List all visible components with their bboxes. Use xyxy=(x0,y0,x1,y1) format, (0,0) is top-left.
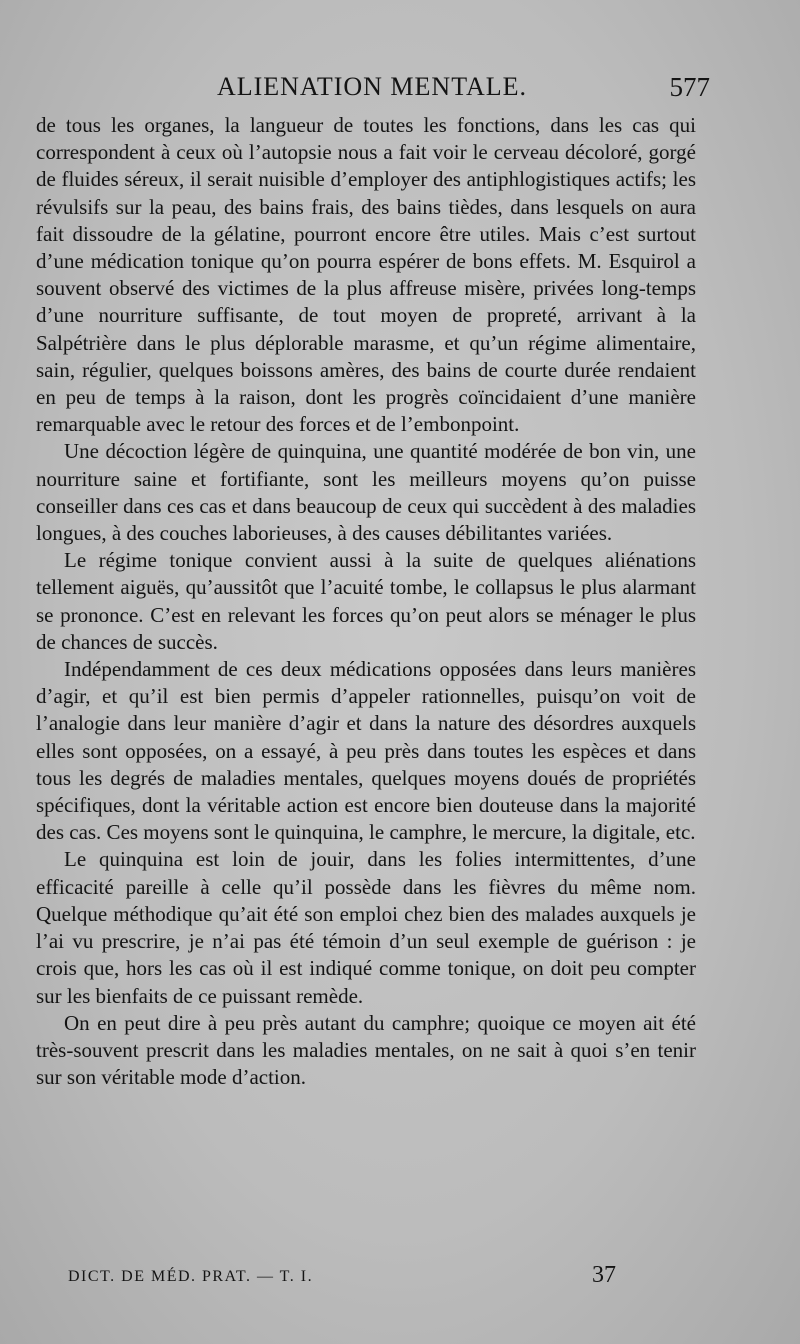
paragraph-3: Le régime tonique convient aussi à la suite de quelques aliénations tellement aiguës, qu’aussitôt que l’acuité tombe, le collapsus le plus alarmant se prononce. C’est en relevant les forces qu’on peut alors se ménager le plus de chances de succès. xyxy=(36,548,696,654)
running-header xyxy=(34,72,710,108)
signature-mark: 37 xyxy=(592,1262,616,1288)
body-text xyxy=(36,112,696,1091)
page-number: 577 xyxy=(669,72,710,102)
footer-signature: DICT. DE MÉD. PRAT. — T. I. xyxy=(68,1268,314,1285)
paragraph-4: Indépendamment de ces deux médications opposées dans leurs manières d’agir, et qu’il est bien permis d’appeler rationnelles, puisqu’on voit de l’analogie dans leur manière d’agir et dans la nature des désordres auxquels elles sont opposées, on a essayé, à peu près dans toutes les espèces et dans tous les degrés de maladies mentales, quelques moyens doués de propriétés spécifiques, dont la véritable action est encore bien douteuse dans la majorité des cas. Ces moyens sont le quinquina, le camphre, le mercure, la digitale, etc. xyxy=(36,657,696,845)
paragraph-2: Une décoction légère de quinquina, une quantité modérée de bon vin, une nourriture saine et fortifiante, sont les meilleurs moyens qu’on puisse conseiller dans ces cas et dans beaucoup de ceux qui succèdent à des maladies longues, à des couches laborieuses, à des causes débilitantes variées. xyxy=(36,439,696,546)
paragraph-1: de tous les organes, la langueur de toutes les fonctions, dans les cas qui correspondent à ceux où l’autopsie nous a fait voir le cerveau décoloré, gorgé de fluides séreux, il serait nuisible d’employer des antiphlogistiques actifs; les révulsifs sur la peau, des bains frais, des bains tièdes, dans lesquels on aura fait dissoudre de la gélatine, pourront encore être utiles. Mais c’est surtout d’une médication tonique qu’on pourra espérer de bons effets. M. Esquirol a souvent observé des victimes de la plus affreuse misère, privées long-temps d’une nourriture suffisante, de tout moyen de propreté, arrivant à la Salpétrière dans le plus déplorable marasme, et qu’un régime alimentaire, sain, régulier, quelques boissons amères, des bains de courte durée rendaient en peu de temps à la raison, dont les progrès coïncidaient d’une manière remarquable avec le retour des forces et de l’embonpoint. xyxy=(36,113,696,437)
page-footer xyxy=(68,1262,628,1292)
paragraph-5: Le quinquina est loin de jouir, dans les folies intermittentes, d’une efficacité pareille à celle qu’il possède dans les fièvres du même nom. Quelque méthodique qu’ait été son emploi chez bien des malades auxquels je l’ai vu prescrire, je n’ai pas été témoin d’un seul exemple de guérison : je crois que, hors les cas où il est indiqué comme tonique, on doit peu compter sur les bienfaits de ce puissant remède. xyxy=(36,847,696,1008)
paragraph-6: On en peut dire à peu près autant du camphre; quoique ce moyen ait été très-souvent prescrit dans les maladies mentales, on ne sait à quoi s’en tenir sur son véritable mode d’action. xyxy=(36,1010,696,1090)
running-title: ALIENATION MENTALE. xyxy=(216,72,528,101)
